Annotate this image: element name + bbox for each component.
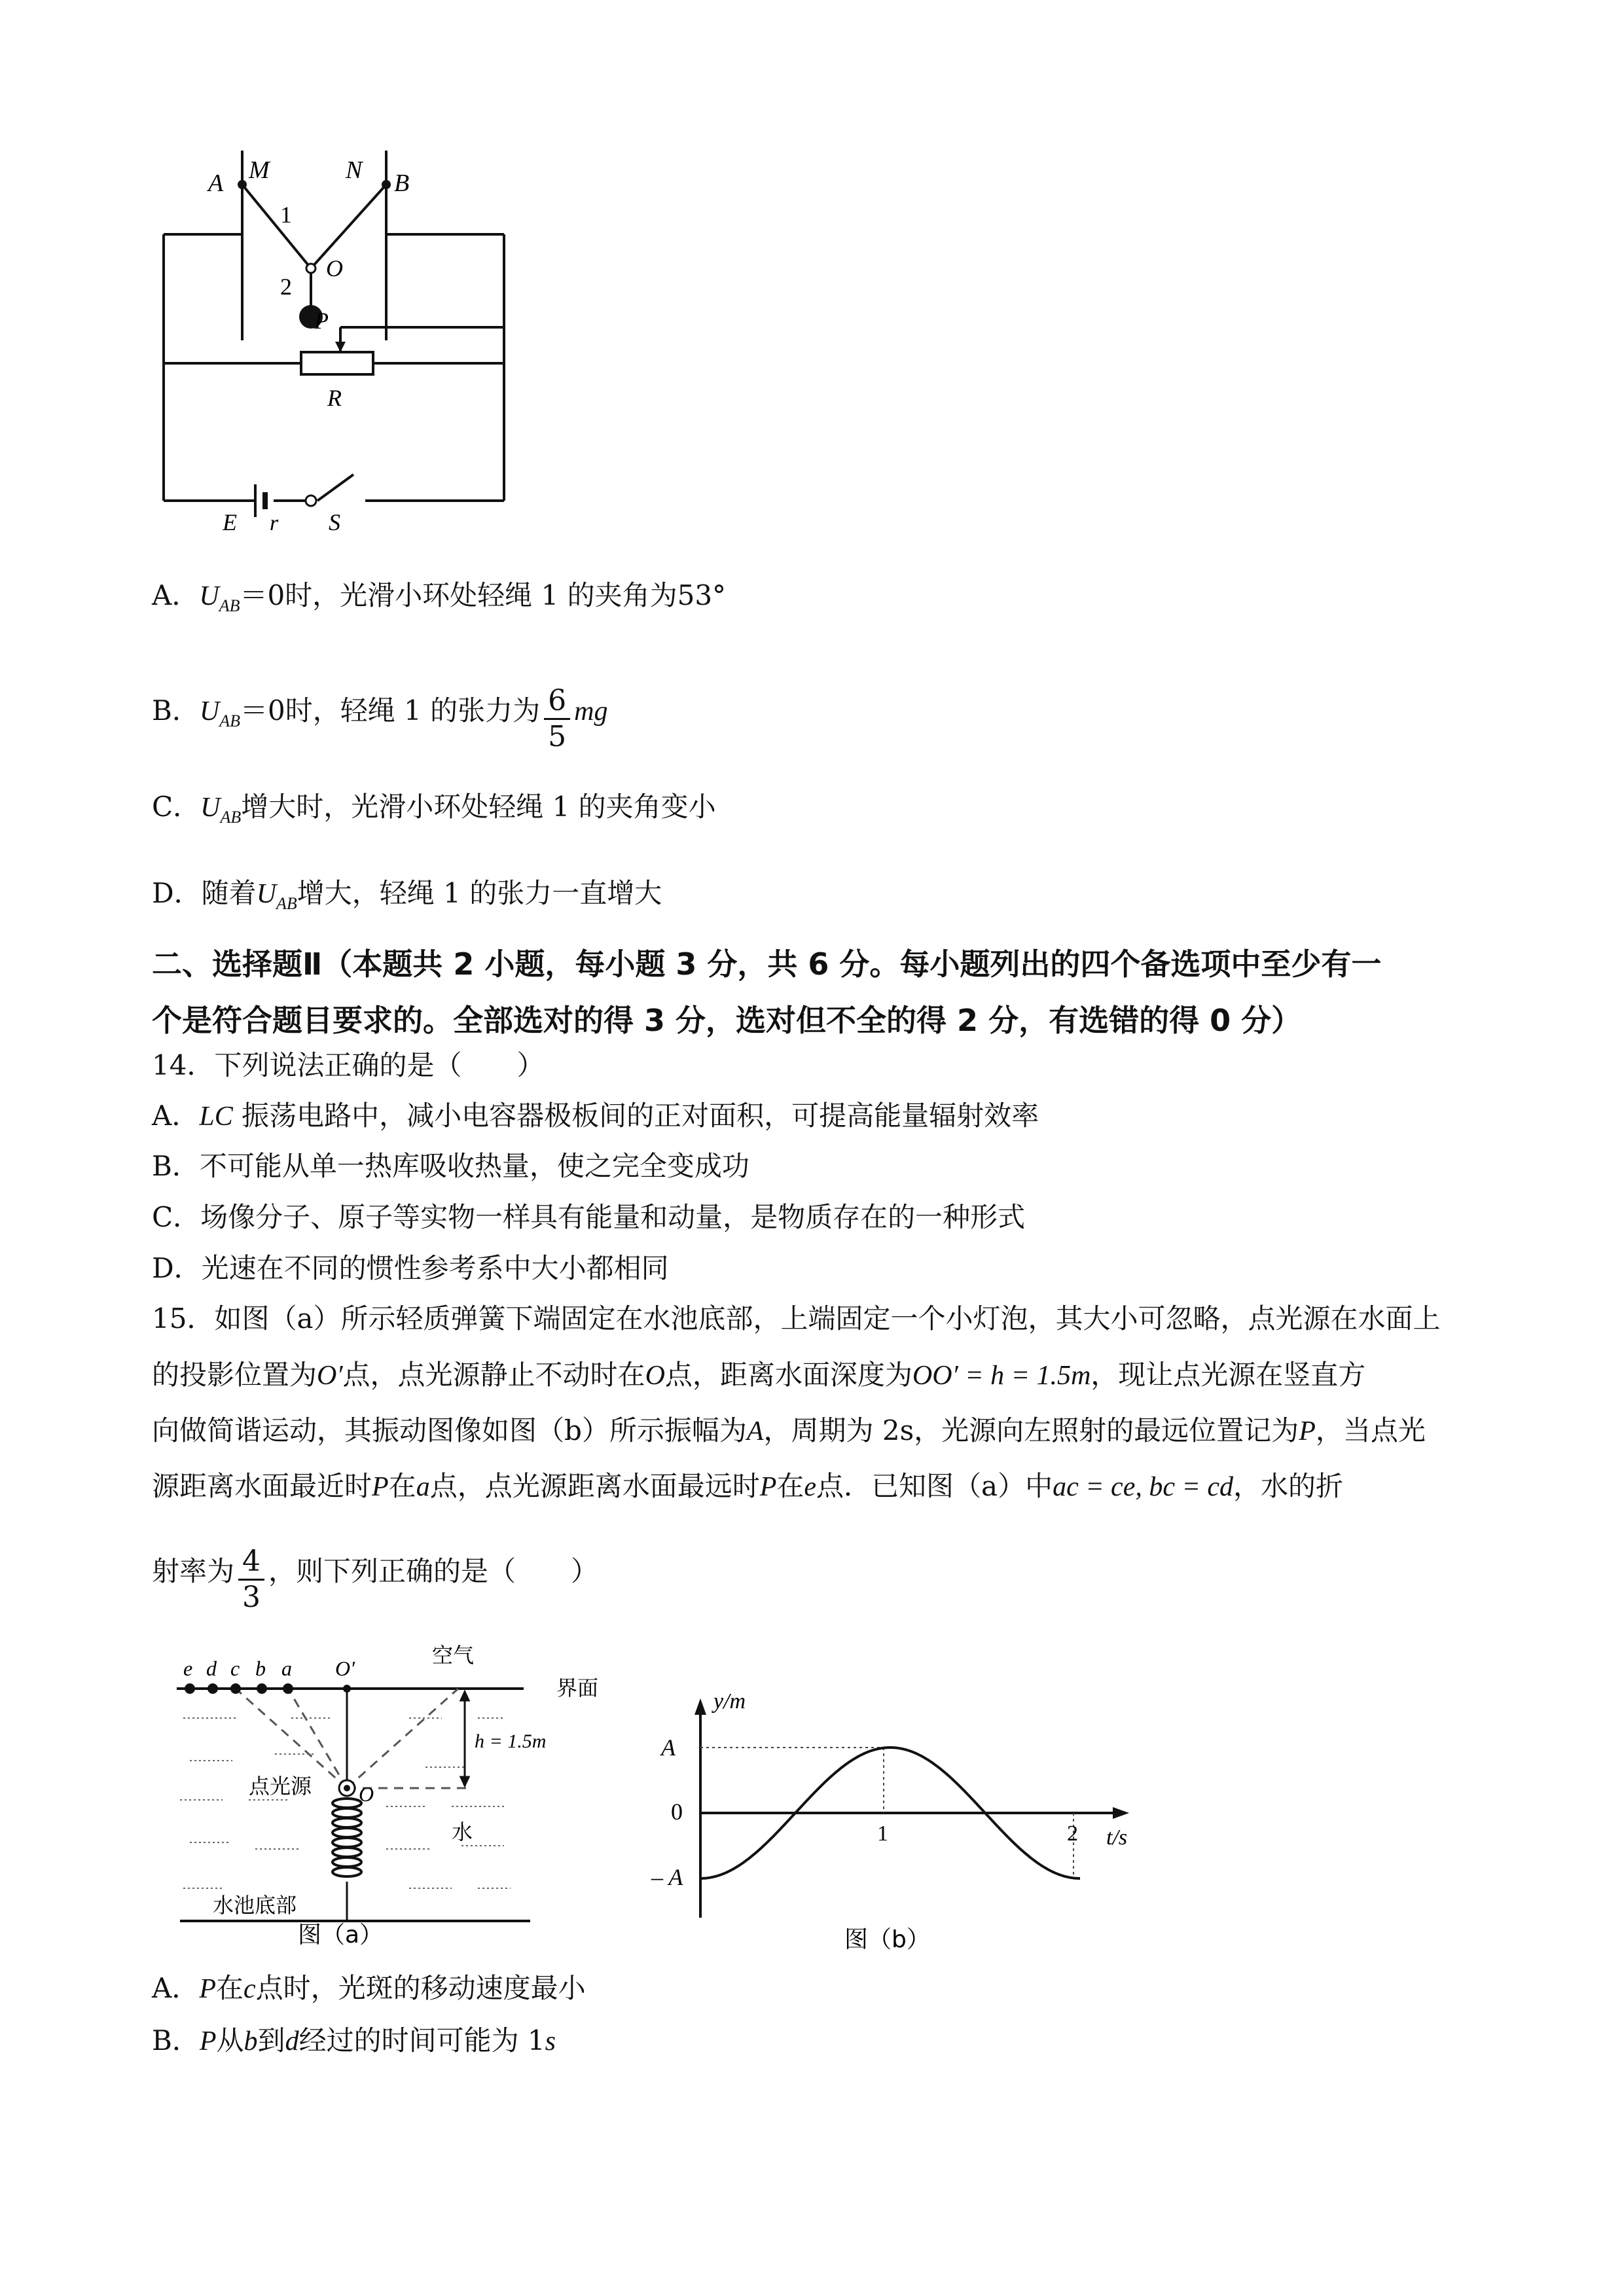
formula: OO′ = h = 1.5m xyxy=(912,1361,1091,1391)
label-E: E xyxy=(223,509,237,535)
text: ，当点光 xyxy=(1315,1414,1426,1446)
u-subscript: AB xyxy=(220,808,242,827)
q15-line-5 xyxy=(152,1545,598,1615)
section-heading-line-2: 个是符合题目要求的。全部选对的得 3 分，选对但不全的得 2 分，有选错的得 0 分） xyxy=(152,1003,1302,1038)
text: 经过的时间可能为 1 xyxy=(298,2024,545,2056)
symbol: c xyxy=(244,1974,256,2004)
text: 向做简谐运动，其振动图像如图（b）所示振幅为 xyxy=(152,1414,747,1446)
circuit-diagram xyxy=(151,137,543,543)
label-M: M xyxy=(249,156,270,184)
u-subscript: AB xyxy=(219,711,240,730)
q14-option-b: B．不可能从单一热库吸收热量，使之完全变成功 xyxy=(152,1150,749,1182)
u-symbol: U xyxy=(199,696,220,726)
option-prefix: C． xyxy=(152,791,201,823)
label-pool-bottom: 水池底部 xyxy=(213,1893,297,1918)
fraction xyxy=(544,684,570,754)
label-S: S xyxy=(329,509,340,535)
u-symbol: U xyxy=(200,793,221,823)
label-O: O xyxy=(326,255,343,281)
text: 点时，光斑的移动速度最小 xyxy=(255,1972,586,2004)
symbol: P xyxy=(759,1472,777,1502)
text: 源距离水面最近时 xyxy=(152,1470,372,1502)
symbol: d xyxy=(285,2026,299,2056)
u-symbol: U xyxy=(256,879,277,909)
q15-line-4 xyxy=(152,1467,1343,1507)
q13-option-b xyxy=(152,684,607,754)
text: ，周期为 2s，光源向左照射的最远位置记为 xyxy=(763,1414,1299,1446)
q14-option-c: C．场像分子、原子等实物一样具有能量和动量，是物质存在的一种形式 xyxy=(152,1201,1026,1233)
symbol: O′ xyxy=(317,1361,343,1391)
text: 到 xyxy=(257,2024,285,2056)
label-R: R xyxy=(327,385,342,411)
y-axis-label: y/m xyxy=(713,1689,746,1713)
label-O-prime: O′ xyxy=(335,1657,355,1680)
q13-option-a xyxy=(152,576,726,626)
point-label-e: e xyxy=(183,1657,193,1680)
q13-option-c xyxy=(152,787,716,837)
label-amplitude: A xyxy=(661,1734,676,1761)
q15-line-3 xyxy=(152,1411,1426,1451)
tick-label-2: 2 xyxy=(1067,1821,1078,1846)
q15-option-a xyxy=(152,1969,586,2009)
tick-label-1: 1 xyxy=(877,1821,888,1846)
label-point-source: 点光源 xyxy=(249,1774,312,1799)
text: 射率为 xyxy=(152,1555,235,1587)
fraction-denominator: 3 xyxy=(242,1581,261,1614)
option-prefix: A． xyxy=(152,579,200,611)
lc-symbol: LC xyxy=(199,1102,233,1132)
label-h: h = 1.5m xyxy=(475,1731,547,1752)
u-symbol: U xyxy=(199,581,219,611)
label-interface: 界面 xyxy=(556,1676,599,1700)
label-P: P xyxy=(314,308,329,334)
section-heading-line-1: 二、选择题Ⅱ（本题共 2 小题，每小题 3 分，共 6 分。每小题列出的四个备选项中至少有一 xyxy=(152,946,1382,982)
text: 在 xyxy=(776,1470,804,1502)
label-r: r xyxy=(270,511,279,535)
text: 从 xyxy=(216,2024,244,2056)
symbol: b xyxy=(244,2026,258,2056)
formula: ac = ce, bc = cd xyxy=(1053,1472,1233,1502)
text: 点．已知图（a）中 xyxy=(816,1470,1053,1502)
fraction xyxy=(238,1545,264,1615)
text: 点，距离水面深度为 xyxy=(664,1359,912,1391)
label-rope-1: 1 xyxy=(280,202,292,228)
symbol: P xyxy=(372,1472,389,1502)
u-subscript: AB xyxy=(219,596,240,615)
label-neg-amplitude: – A xyxy=(651,1864,683,1890)
fraction-numerator: 6 xyxy=(544,684,570,720)
u-subscript: AB xyxy=(276,894,297,913)
option-prefix: D．随着 xyxy=(152,877,257,909)
option-prefix: A． xyxy=(152,1972,200,2004)
text: ，则下列正确的是（ ） xyxy=(268,1555,599,1587)
point-label-a: a xyxy=(281,1657,292,1680)
option-prefix: A． xyxy=(152,1100,200,1132)
symbol: e xyxy=(804,1472,817,1502)
point-label-c: c xyxy=(230,1657,240,1680)
label-B: B xyxy=(394,170,410,197)
symbol: P xyxy=(199,2026,217,2056)
option-text: 增大时，光滑小环处轻绳 1 的夹角变小 xyxy=(241,791,716,823)
fraction-numerator: 4 xyxy=(238,1545,264,1581)
point-label-d: d xyxy=(206,1657,217,1680)
q14-stem: 14．下列说法正确的是（ ） xyxy=(152,1049,545,1081)
symbol: P xyxy=(1299,1416,1316,1446)
mg-symbol: mg xyxy=(574,696,608,726)
symbol: O xyxy=(645,1361,665,1391)
label-origin: 0 xyxy=(671,1799,683,1825)
text: 在 xyxy=(216,1972,244,2004)
text: ，现让点光源在竖直方 xyxy=(1091,1359,1366,1391)
option-text: ＝0时，轻绳 1 的张力为 xyxy=(240,694,541,726)
label-N: N xyxy=(346,156,363,184)
label-rope-2: 2 xyxy=(280,274,292,300)
q15-line-2 xyxy=(152,1355,1365,1395)
figure-b xyxy=(648,1689,1159,1964)
q15-line-1: 15．如图（a）所示轻质弹簧下端固定在水池底部，上端固定一个小灯泡，其大小可忽略，点光源在水面上 xyxy=(152,1302,1441,1335)
figure-a xyxy=(151,1630,661,1950)
symbol: A xyxy=(746,1416,764,1446)
symbol: P xyxy=(199,1974,216,2004)
fraction-denominator: 5 xyxy=(548,720,567,753)
label-water: 水 xyxy=(452,1820,473,1844)
label-O: O xyxy=(359,1782,374,1806)
q15-option-b xyxy=(152,2021,556,2061)
option-text: 振荡电路中，减小电容器极板间的正对面积，可提高能量辐射效率 xyxy=(232,1100,1039,1132)
text: 点，点光源距离水面最远时 xyxy=(429,1470,760,1502)
q13-option-d xyxy=(152,874,662,924)
t-axis-label: t/s xyxy=(1106,1825,1128,1850)
text: 在 xyxy=(388,1470,416,1502)
option-text: 增大，轻绳 1 的张力一直增大 xyxy=(297,877,662,909)
text: 点，点光源静止不动时在 xyxy=(342,1359,645,1391)
option-text: ＝0时，光滑小环处轻绳 1 的夹角为53° xyxy=(240,579,727,611)
section-heading xyxy=(152,936,1481,1049)
text: ，水的折 xyxy=(1233,1470,1343,1502)
option-prefix: B． xyxy=(152,2024,200,2056)
option-prefix: B． xyxy=(152,694,200,726)
figure-b-caption: 图（b） xyxy=(844,1926,930,1953)
symbol: s xyxy=(545,2026,556,2056)
point-label-b: b xyxy=(255,1657,266,1680)
text: 的投影位置为 xyxy=(152,1359,317,1391)
symbol: a xyxy=(416,1472,430,1502)
label-air: 空气 xyxy=(432,1643,475,1668)
label-A: A xyxy=(208,170,224,197)
q14-option-d: D．光速在不同的惯性参考系中大小都相同 xyxy=(152,1252,669,1284)
q14-option-a xyxy=(152,1096,1039,1136)
figure-a-caption: 图（a） xyxy=(298,1922,384,1948)
